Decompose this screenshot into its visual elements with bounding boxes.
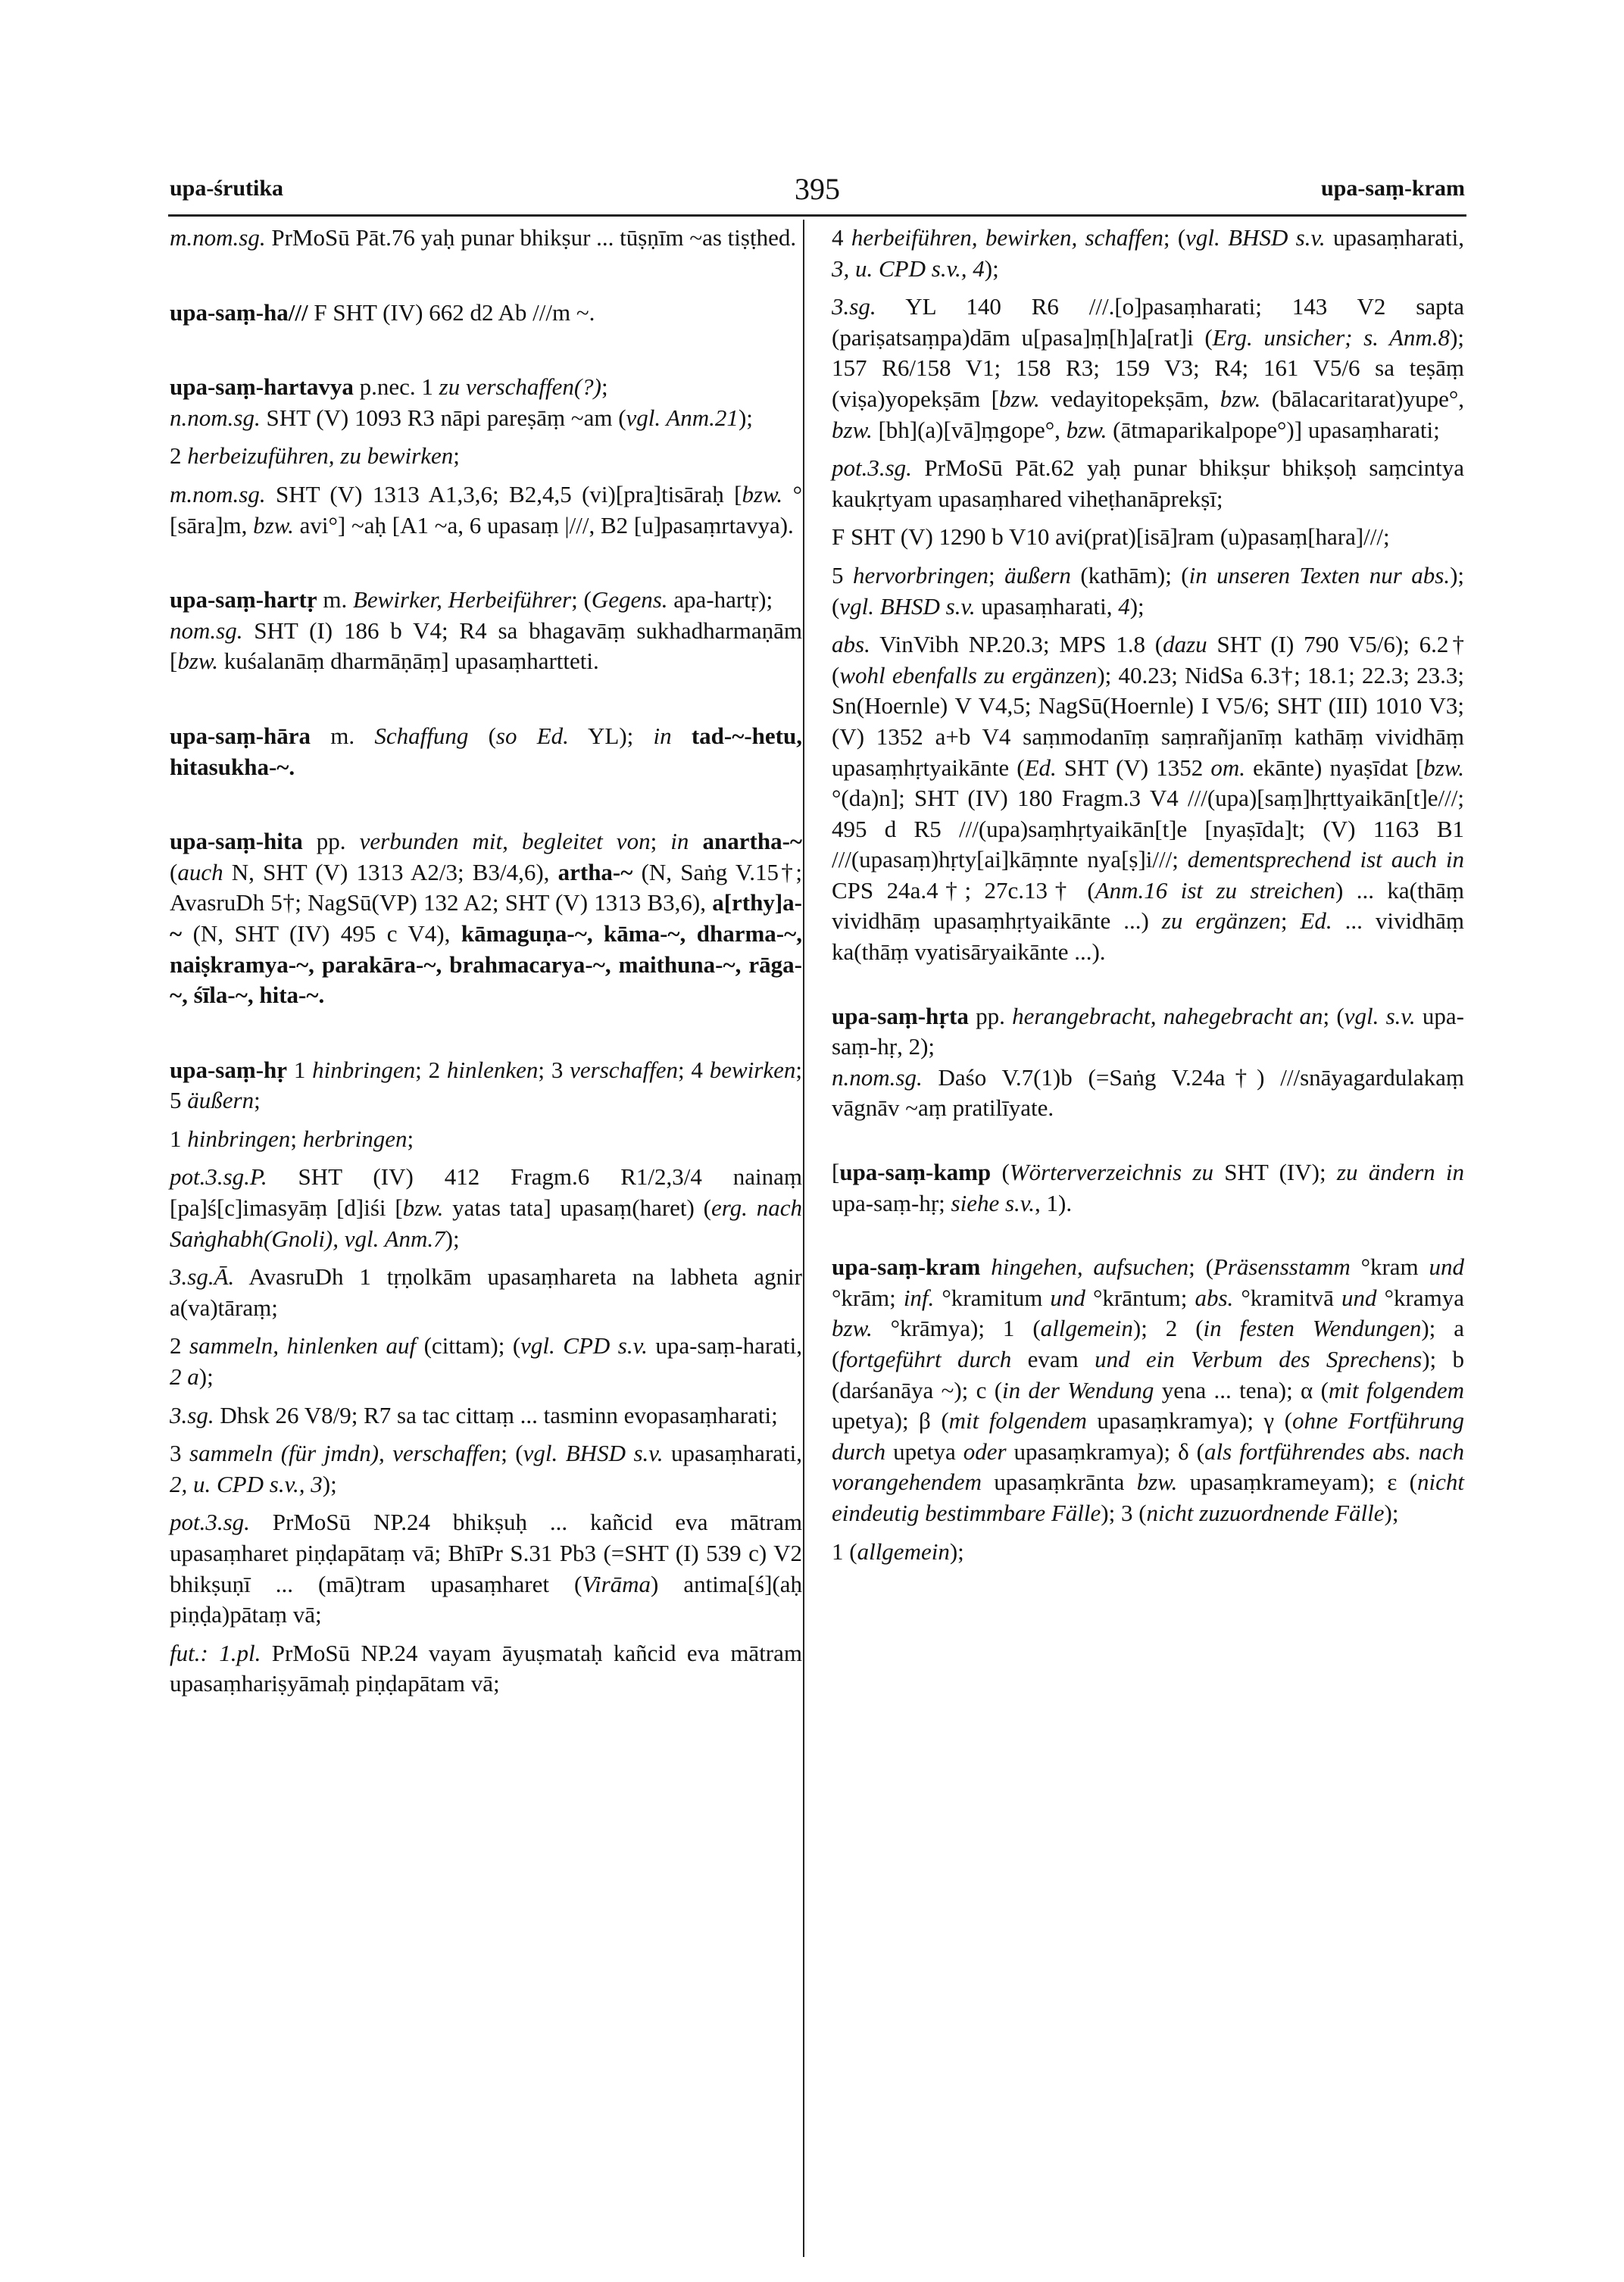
italic-text: vgl. BHSD s.v.: [523, 1440, 664, 1467]
dictionary-paragraph: [170, 1331, 802, 1392]
italic-text: 3.sg.Ā.: [170, 1263, 235, 1291]
italic-text: wohl ebenfalls zu ergänzen: [839, 661, 1098, 688]
body-text: SHT (I) 186 b V4; R4 sa bhagavāṃ sukhadharmaṇām [: [170, 617, 802, 675]
italic-text: bzw.: [253, 511, 294, 539]
body-text: pp.: [968, 1002, 1013, 1029]
italic-text: vgl. Anm.21: [626, 404, 739, 431]
body-text: ... vividhāṃ ka(thāṃ vyatisāryaikānte ...).: [832, 907, 1464, 966]
italic-text: und: [1341, 1284, 1377, 1311]
italic-text: in der Wendung: [1002, 1376, 1154, 1403]
italic-text: 3, u. CPD s.v., 4: [832, 254, 985, 282]
italic-text: bzw.: [1066, 416, 1107, 443]
italic-text: äußern: [187, 1087, 255, 1114]
bold-text: tad-~-hetu, hitasukha-~.: [170, 722, 802, 780]
body-text: PrMoSū NP.24 bhikṣuḥ ... kañcid eva mātram upasaṃharet piṇḍapātaṃ vā; BhīPr S.31 Pb3 (=SHT (I) 539 c) V2 bhikṣuṇī ... (mā)tram upasaṃharet (: [170, 1509, 802, 1597]
italic-text: Virāma: [582, 1570, 651, 1597]
body-text: apa-hartṛ);: [667, 586, 773, 613]
italic-text: abs.: [1195, 1284, 1234, 1311]
italic-text: bzw.: [1423, 754, 1464, 781]
body-text: (: [170, 858, 178, 885]
italic-text: Gegens.: [591, 586, 668, 613]
italic-text: Ed.: [1300, 907, 1332, 935]
italic-text: bzw.: [742, 480, 783, 507]
body-text: °krāntum;: [1085, 1284, 1195, 1311]
body-text: );: [949, 1537, 964, 1565]
body-text: ; 4: [678, 1056, 710, 1083]
italic-text: oder: [963, 1438, 1007, 1465]
italic-text: und ein Verbum des Sprechens: [1095, 1346, 1423, 1372]
italic-text: dementsprechend ist auch in: [1187, 846, 1465, 873]
body-text: SHT (I) 790 V5/6); 6.2† (: [832, 631, 1464, 688]
italic-text: 3.sg.: [170, 1401, 214, 1428]
body-text: p.nec. 1: [353, 373, 439, 401]
dictionary-paragraph: [170, 479, 802, 541]
italic-text: pot.3.sg.P.: [170, 1163, 267, 1191]
italic-text: als fortführendes abs. nach vorangehendem: [832, 1438, 1464, 1496]
body-text: ); 2 (: [1132, 1315, 1204, 1342]
body-text: (cittam); (: [416, 1332, 521, 1360]
body-text: m.: [317, 586, 353, 613]
body-text: kuśalanāṃ dharmāṇāṃ] upasaṃhartteti.: [218, 648, 599, 675]
italic-text: m.nom.sg.: [170, 480, 266, 507]
body-text: ;: [1280, 907, 1301, 935]
body-text: [: [832, 1159, 840, 1186]
bold-text: a[rthy]a-~: [170, 889, 802, 947]
body-text: ); 157 R6/158 V1; 158 R3; 159 V3; R4; 161 V5/6 sa teṣāṃ (viṣa)yopekṣām [: [832, 323, 1464, 412]
body-text: SHT (IV);: [1213, 1159, 1337, 1186]
body-text: (ātmaparikalpope°)] upasaṃharati;: [1107, 416, 1440, 443]
bold-text: upa-saṃ-kamp: [839, 1159, 992, 1186]
body-text: yatas tata] upasaṃ(haret) (: [443, 1194, 711, 1222]
body-text: ;: [650, 828, 671, 855]
dictionary-paragraph: [170, 1055, 802, 1116]
italic-text: hinbringen: [187, 1125, 291, 1152]
body-text: 5: [832, 561, 853, 588]
body-text: upetya); β (: [832, 1407, 949, 1434]
italic-text: hinlenken: [446, 1056, 539, 1083]
body-text: [672, 723, 692, 749]
body-text: °kramitum: [934, 1284, 1051, 1311]
body-text: 1: [170, 1125, 188, 1152]
header-right-keyword: upa-saṃ-kram: [1320, 176, 1465, 201]
body-text: ) ... ka(thāṃ vividhāṃ upasaṃhṛtyaikānte ...): [832, 876, 1464, 935]
header-rule: [168, 214, 1466, 217]
body-text: VinVibh NP.20.3; MPS 1.8 (: [870, 631, 1163, 658]
dictionary-paragraph: [170, 223, 802, 254]
dictionary-paragraph: [170, 1162, 802, 1254]
italic-text: herbringen: [302, 1125, 408, 1152]
body-text: ; 3: [538, 1056, 570, 1083]
italic-text: hinbringen: [312, 1056, 416, 1083]
body-text: Daśo V.7(1)b (=Saṅg V.24a†) ///snāyagardulakaṃ vāgnāv ~aṃ pratilīyate.: [832, 1063, 1464, 1122]
bold-text: anartha-~: [702, 828, 803, 855]
body-text: upasaṃharati,: [663, 1440, 802, 1467]
italic-text: nicht zuzuordnende Fälle: [1146, 1499, 1385, 1526]
body-text: ;: [254, 1087, 261, 1114]
body-text: 2: [170, 1332, 190, 1360]
italic-text: ohne Fortführung durch: [832, 1407, 1464, 1465]
italic-text: zu verschaffen(?): [439, 373, 601, 401]
body-text: ); (: [832, 561, 1465, 620]
dictionary-paragraph: [170, 585, 802, 616]
body-text: ;: [453, 442, 460, 470]
body-text: );: [322, 1470, 337, 1497]
dictionary-paragraph: [832, 1252, 1464, 1528]
body-text: evam: [1011, 1346, 1095, 1372]
body-text: (kathām); (: [1070, 561, 1189, 588]
body-text: upa-saṃ-hṛ, 2);: [832, 1002, 1465, 1060]
italic-text: fut.: 1.pl.: [170, 1639, 261, 1666]
dictionary-paragraph: [170, 1400, 802, 1431]
body-text: );: [1384, 1499, 1399, 1526]
italic-text: n.nom.sg.: [832, 1063, 923, 1091]
bold-text: upa-saṃ-kram: [832, 1253, 981, 1281]
body-text: [689, 828, 702, 854]
italic-text: m.nom.sg.: [170, 224, 266, 251]
italic-text: herangebracht, nahegebracht an: [1012, 1002, 1323, 1029]
body-text: );: [198, 1363, 214, 1391]
italic-text: 2, u. CPD s.v., 3: [170, 1470, 323, 1497]
body-text: ; (: [501, 1440, 523, 1467]
italic-text: mit folgendem: [1328, 1376, 1464, 1403]
bold-text: upa-saṃ-hartavya: [170, 373, 354, 401]
italic-text: om.: [1210, 754, 1246, 781]
italic-text: fortgeführt durch: [839, 1346, 1012, 1372]
dictionary-paragraph: [832, 629, 1464, 968]
body-text: );: [738, 404, 753, 431]
italic-text: auch: [177, 858, 223, 885]
body-text: °[sāra]m,: [170, 480, 802, 539]
italic-text: n.nom.sg.: [170, 404, 261, 431]
body-text: Dhsk 26 V8/9; R7 sa tac cittaṃ ... tasminn evopasaṃharati;: [214, 1401, 778, 1428]
italic-text: bzw.: [832, 1315, 873, 1342]
body-text: PrMoSū NP.24 vayam āyuṣmataḥ kañcid eva mātram upasaṃhariṣyāmaḥ piṇḍapātam vā;: [170, 1639, 802, 1697]
italic-text: äußern: [1004, 561, 1071, 588]
body-text: [bh](a)[vā]ṃgope°,: [872, 416, 1067, 443]
dictionary-paragraph: [170, 1507, 802, 1630]
italic-text: in festen Wendungen: [1203, 1315, 1422, 1342]
italic-text: und: [1050, 1284, 1085, 1311]
italic-text: siehe s.v.: [951, 1189, 1035, 1216]
italic-text: pot.3.sg.: [170, 1509, 250, 1536]
body-text: );: [984, 254, 999, 282]
italic-text: so Ed.: [495, 722, 569, 749]
body-text: °kramitvā: [1233, 1284, 1342, 1311]
dictionary-paragraph: [832, 1157, 1464, 1219]
italic-text: vgl. s.v.: [1344, 1002, 1416, 1029]
body-text: °(da)n]; SHT (IV) 180 Fragm.3 V4 ///(upa)[saṃ]hṛttyaikān[t]e///; 495 d R5 ///(upa)saṃhṛtyaikān[t]e [nyaṣīda]t; (V) 1163 B1 ///(upasaṃ)hṛty[ai]kāṃnte nya[ṣ]i///;: [832, 785, 1464, 873]
body-text: °kramya: [1376, 1284, 1464, 1311]
body-text: ); a (: [832, 1315, 1464, 1372]
dictionary-paragraph: [170, 826, 802, 1011]
body-text: upasaṃkramya); δ (: [1006, 1438, 1204, 1465]
body-text: °krāmya); 1 (: [872, 1315, 1041, 1342]
body-text: (bālacaritarat)yupe°,: [1260, 385, 1464, 412]
body-text: F SHT (IV) 662 d2 Ab ///m ~.: [308, 298, 595, 326]
body-text: avi°] ~aḥ [A1 ~a, 6 upasaṃ |///, B2 [u]pasaṃrtavya).: [293, 511, 794, 539]
italic-text: bzw.: [1136, 1469, 1178, 1496]
italic-text: hervorbringen: [852, 561, 989, 588]
italic-text: bzw.: [999, 385, 1040, 412]
italic-text: in: [670, 828, 689, 855]
dictionary-paragraph: [832, 223, 1464, 284]
body-text: ; (: [1188, 1253, 1213, 1281]
italic-text: bzw.: [832, 416, 873, 443]
dictionary-paragraph: [832, 522, 1464, 553]
body-text: YL 140 R6 ///.[o]pasaṃharati; 143 V2 sapta (pariṣatsaṃpa)dām u[pasa]ṃ[h]a[rat]i (: [832, 293, 1464, 351]
body-text: upasaṃkrānta: [982, 1469, 1137, 1496]
italic-text: vgl. CPD s.v.: [520, 1332, 648, 1360]
dictionary-paragraph: [832, 1063, 1464, 1124]
body-text: ); 40.23; NidSa 6.3†; 18.1; 22.3; 23.3; Sn(Hoernle) V V4,5; NagSū(Hoernle) I V5/6; SHT (III) 1010 V3; (V) 1352 a+b V4 saṃmodanīṃ saṃrañjanīṃ kathāṃ vividhāṃ upasaṃhṛtyaikānte (: [832, 661, 1464, 781]
body-text: ; (: [1323, 1002, 1344, 1029]
body-text: 1 (: [832, 1537, 857, 1565]
body-text: upasaṃharati,: [975, 592, 1119, 620]
body-text: 2: [170, 442, 188, 470]
italic-text: sammeln, hinlenken auf: [189, 1332, 417, 1360]
dictionary-paragraph: [170, 298, 802, 329]
italic-text: bzw.: [402, 1194, 444, 1222]
italic-text: dazu: [1163, 631, 1207, 658]
dictionary-paragraph: [832, 453, 1464, 514]
bold-text: upa-saṃ-ha///: [170, 298, 308, 326]
dictionary-paragraph: [832, 1537, 1464, 1568]
italic-text: 4: [1118, 592, 1130, 620]
bold-text: upa-saṃ-hartṛ: [170, 586, 317, 613]
italic-text: Ed.: [1024, 754, 1057, 781]
bold-text: upa-saṃ-hṛ: [170, 1056, 288, 1083]
body-text: upasaṃharati,: [1325, 224, 1465, 251]
body-text: PrMoSū Pāt.76 yaḥ punar bhikṣur ... tūṣṇīm ~as tiṣṭhed.: [265, 224, 797, 251]
dictionary-paragraph: [832, 560, 1464, 622]
body-text: ; (: [571, 586, 592, 613]
italic-text: hingehen, aufsuchen: [991, 1253, 1189, 1281]
body-text: AvasruDh 1 tṛṇolkām upasaṃhareta na labheta agnir a(va)tāraṃ;: [170, 1263, 802, 1321]
italic-text: zu ändern in: [1336, 1159, 1464, 1186]
bold-text: upa-saṃ-hāra: [170, 722, 311, 749]
body-text: ;: [988, 561, 1005, 588]
body-text: F SHT (V) 1290 b V10 avi(prat)[isā]ram (u)pasaṃ[hara]///;: [832, 523, 1390, 551]
body-text: );: [445, 1225, 460, 1252]
body-text: upetya: [885, 1438, 963, 1465]
body-text: ; (: [1163, 224, 1186, 251]
column-divider: [803, 220, 804, 2257]
bold-text: upa-saṃ-hita: [170, 828, 303, 855]
body-text: yena ... tena); α (: [1154, 1376, 1329, 1403]
italic-text: vgl. BHSD s.v.: [1185, 224, 1326, 251]
body-text: ekānte) nyaṣīdat [: [1245, 754, 1424, 781]
body-text: ;: [290, 1125, 303, 1152]
italic-text: in: [653, 722, 672, 749]
header-left-keyword: upa-śrutika: [170, 176, 284, 201]
italic-text: zu ergänzen: [1161, 907, 1281, 935]
body-text: SHT (V) 1313 A1,3,6; B2,4,5 (vi)[pra]tisāraḥ [: [265, 480, 742, 507]
body-text: ); 3 (: [1101, 1499, 1147, 1526]
bold-text: artha-~: [557, 858, 633, 885]
italic-text: Bewirker, Herbeiführer: [352, 586, 572, 613]
body-text: ; 5: [170, 1056, 802, 1114]
body-text: upasaṃkramya); γ (: [1086, 1407, 1292, 1434]
body-text: PrMoSū Pāt.62 yaḥ punar bhikṣur bhikṣoḥ saṃcintya kaukṛtyam upasaṃhared viheṭhanāprekṣī;: [832, 454, 1464, 512]
italic-text: herbeizuführen, zu bewirken: [187, 442, 454, 470]
body-text: SHT (V) 1352: [1056, 754, 1211, 781]
right-column: [832, 223, 1464, 1567]
body-text: °kram: [1350, 1253, 1429, 1281]
body-text: , 1).: [1035, 1189, 1073, 1216]
body-text: ;: [407, 1125, 414, 1152]
page-number: 395: [795, 172, 840, 206]
body-text: pp.: [302, 828, 360, 855]
body-text: °krām;: [832, 1284, 904, 1311]
italic-text: bewirken: [709, 1056, 796, 1083]
italic-text: nicht eindeutig bestimmbare Fälle: [832, 1469, 1464, 1526]
italic-text: inf.: [903, 1284, 935, 1311]
dictionary-paragraph: [170, 372, 802, 403]
italic-text: verschaffen: [570, 1056, 679, 1083]
dictionary-paragraph: [170, 441, 802, 472]
body-text: (: [468, 722, 496, 749]
body-text: upa-saṃ-harati,: [647, 1332, 802, 1360]
body-text: ; 2: [415, 1056, 447, 1083]
left-column: [170, 223, 802, 1700]
italic-text: abs.: [832, 631, 870, 658]
dictionary-paragraph: [170, 1438, 802, 1500]
italic-text: 2 a: [170, 1363, 199, 1391]
dictionary-paragraph: [170, 403, 802, 434]
body-text: upasaṃkrameyam); ε (: [1177, 1469, 1417, 1496]
italic-text: herbeiführen, bewirken, schaffen: [851, 224, 1163, 251]
italic-text: vgl. BHSD s.v.: [839, 592, 976, 620]
dictionary-paragraph: [832, 1001, 1464, 1063]
italic-text: 3.sg.: [832, 293, 876, 320]
body-text: SHT (V) 1093 R3 nāpi pareṣāṃ ~am (: [260, 404, 626, 431]
body-text: ;: [601, 373, 608, 401]
body-text: ) antima[ś](aḥ piṇḍa)pātaṃ vā;: [170, 1570, 802, 1628]
body-text: SHT (IV) 412 Fragm.6 R1/2,3/4 nainaṃ [pa]ś[c]imasyāṃ [d]iśi [: [170, 1163, 802, 1222]
italic-text: mit folgendem: [948, 1407, 1087, 1434]
italic-text: bzw.: [1220, 385, 1261, 412]
italic-text: Wörterverzeichnis zu: [1009, 1159, 1213, 1186]
body-text: 3: [170, 1440, 189, 1467]
body-text: (: [991, 1159, 1010, 1186]
dictionary-paragraph: [170, 1124, 802, 1155]
bold-text: kāmaguṇa-~, kāma-~, dharma-~, naiṣkramya-~, parakāra-~, brahmacarya-~, maithuna-~, rāga-~, śīla-~, hita-~.: [170, 919, 802, 1009]
italic-text: nom.sg.: [170, 617, 243, 644]
body-text: N, SHT (V) 1313 A2/3; B3/4,6),: [223, 858, 558, 885]
dictionary-paragraph: [170, 1638, 802, 1700]
body-text: (N, Saṅg V.15†; AvasruDh 5†; NagSū(VP) 132 A2; SHT (V) 1313 B3,6),: [170, 858, 802, 916]
italic-text: sammeln (für jmdn), verschaffen: [189, 1440, 501, 1467]
italic-text: Anm.16 ist zu streichen: [1095, 876, 1335, 904]
italic-text: allgemein: [857, 1537, 950, 1565]
body-text: m.: [311, 722, 375, 749]
italic-text: erg. nach Saṅghabh(Gnoli), vgl. Anm.7: [170, 1194, 802, 1252]
body-text: YL);: [568, 722, 654, 749]
bold-text: upa-saṃ-hṛta: [832, 1002, 969, 1029]
italic-text: verbunden mit, begleitet von: [359, 828, 651, 855]
body-text: [980, 1253, 991, 1280]
italic-text: allgemein: [1040, 1315, 1133, 1342]
body-text: 1: [287, 1056, 313, 1083]
italic-text: und: [1429, 1253, 1465, 1281]
body-text: 4: [832, 224, 851, 251]
italic-text: Erg. unsicher; s. Anm.8: [1212, 323, 1451, 351]
body-text: );: [1129, 592, 1145, 620]
italic-text: in unseren Texten nur abs.: [1188, 561, 1451, 588]
running-header: [170, 172, 1465, 214]
dictionary-paragraph: [170, 616, 802, 677]
dictionary-paragraph: [170, 1262, 802, 1323]
body-text: vedayitopekṣām,: [1039, 385, 1220, 412]
italic-text: Schaffung: [374, 722, 469, 749]
body-text: ); b (darśanāya ~); c (: [832, 1346, 1464, 1403]
body-text: upa-saṃ-hṛ;: [832, 1189, 951, 1216]
italic-text: pot.3.sg.: [832, 454, 912, 482]
dictionary-paragraph: [832, 292, 1464, 445]
dictionary-paragraph: [170, 721, 802, 782]
italic-text: Präsensstamm: [1213, 1253, 1351, 1281]
body-text: CPS 24a.4†; 27c.13† (: [832, 876, 1095, 904]
body-text: (N, SHT (IV) 495 c V4),: [182, 919, 461, 947]
italic-text: bzw.: [177, 648, 219, 675]
